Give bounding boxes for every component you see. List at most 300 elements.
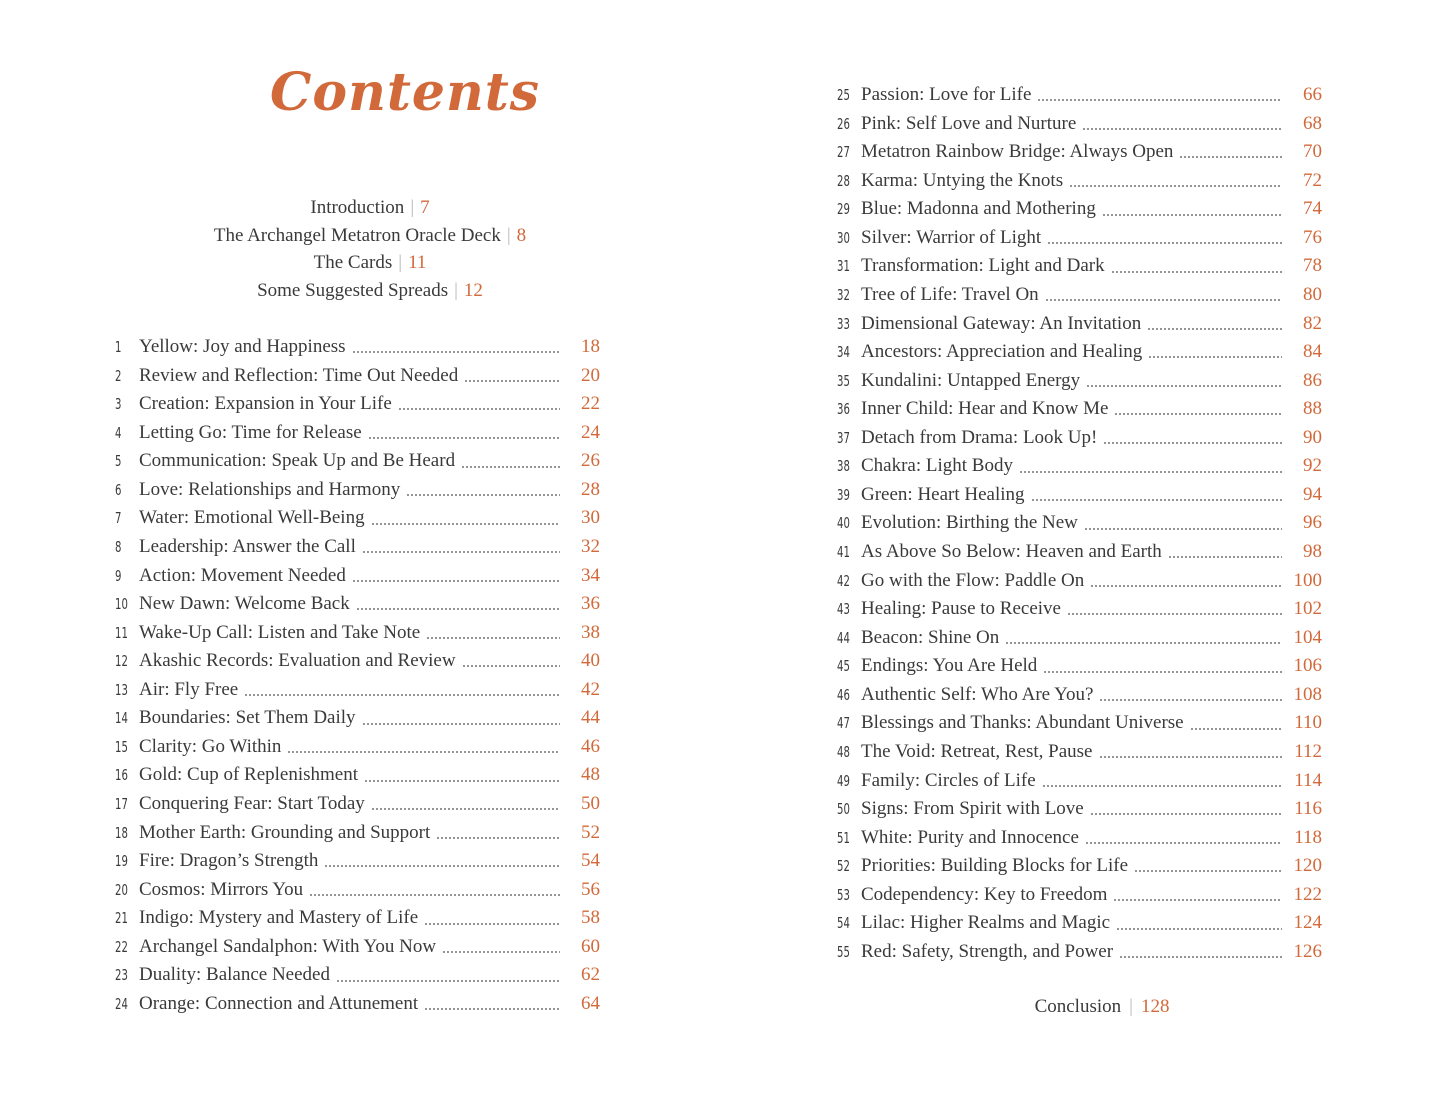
card-title: Letting Go: Time for Release [139,421,362,443]
toc-entry[interactable] [115,562,600,591]
card-number: 41 [837,543,850,561]
card-title: Tree of Life: Travel On [861,283,1039,305]
card-number: 30 [837,228,850,247]
front-matter-item[interactable] [150,222,590,250]
card-title: Kundalini: Untapped Energy [861,369,1081,391]
card-number: 31 [837,257,850,276]
card-title: Love: Relationships and Harmony [139,478,401,500]
toc-entry[interactable] [837,110,1322,139]
toc-entry[interactable] [837,167,1322,196]
dot-leader [1082,128,1282,130]
card-title: Evolution: Birthing the New [861,512,1078,534]
page-number: 50 [581,793,600,814]
toc-entry[interactable] [115,904,600,933]
page-number: 30 [581,507,600,529]
card-number: 42 [837,571,850,590]
card-number: 18 [115,823,128,842]
dot-leader [244,694,560,696]
card-number: 36 [837,400,850,419]
card-title: New Dawn: Welcome Back [139,593,350,615]
toc-entry[interactable] [837,81,1322,110]
card-number: 13 [115,680,128,699]
card-number: 9 [115,566,122,585]
page-number: 78 [1303,255,1322,277]
page-number: 48 [581,764,600,786]
card-title: Indigo: Mystery and Mastery of Life [139,907,419,929]
dot-leader [1043,671,1282,673]
page-number: 56 [581,878,600,900]
page-number: 106 [1293,655,1322,677]
toc-entry[interactable] [837,681,1322,710]
card-title: Wake-Up Call: Listen and Take Note [139,621,421,643]
page-number: 116 [1294,798,1322,820]
toc-entry[interactable] [837,424,1322,453]
card-number: 17 [115,795,128,813]
front-matter-item[interactable] [150,277,590,305]
page-number: 94 [1303,483,1322,505]
conclusion-label: Conclusion [1034,996,1122,1017]
dot-leader [1147,328,1282,330]
page-number: 60 [581,935,600,957]
card-number: 15 [115,737,128,756]
card-title: The Void: Retreat, Rest, Pause [861,740,1093,762]
page-number: 120 [1293,855,1322,877]
toc-entry[interactable] [115,390,600,419]
card-title: Cosmos: Mirrors You [139,878,304,900]
card-number: 4 [115,423,122,442]
dot-leader [442,951,560,953]
page-number: 24 [581,421,600,443]
dot-leader [1045,299,1282,301]
dot-leader [1084,528,1282,530]
card-title: Passion: Love for Life [861,84,1032,105]
left-page [0,0,722,1108]
card-number: 49 [837,771,850,790]
right-page [722,0,1445,1108]
dot-leader [362,723,560,725]
dot-leader [368,437,560,439]
toc-entry[interactable] [115,533,600,562]
card-title: Beacon: Shine On [861,626,1000,648]
dot-leader [1085,842,1282,844]
toc-entry[interactable] [837,138,1322,167]
card-number: 7 [115,509,122,528]
dot-leader [1111,271,1282,273]
dot-leader [1037,99,1282,101]
card-title: Lilac: Higher Realms and Magic [861,912,1111,934]
dot-leader [398,408,560,410]
page-number: 36 [581,593,600,615]
toc-entry[interactable] [115,419,600,448]
dot-leader [336,980,560,982]
page-number: 64 [581,992,600,1014]
toc-entry[interactable] [837,595,1322,624]
dot-leader [436,837,560,839]
card-title: Gold: Cup of Replenishment [139,764,359,786]
card-number: 2 [115,366,122,385]
card-number: 23 [115,966,128,985]
card-title: Karma: Untying the Knots [861,169,1064,191]
card-number: 3 [115,395,122,414]
card-title: Boundaries: Set Them Daily [139,707,356,729]
toc-entry[interactable] [837,395,1322,424]
dot-leader [1086,385,1282,387]
dot-leader [1190,728,1282,730]
card-number: 22 [115,937,128,956]
card-title: Pink: Self Love and Nurture [861,112,1077,134]
page-number: 90 [1303,426,1322,448]
toc-entry[interactable] [837,709,1322,738]
page-number: 34 [581,564,600,586]
front-matter-page: 8 [516,224,527,246]
card-number: 51 [837,828,850,847]
dot-leader [1119,956,1282,958]
card-title: Action: Movement Needed [139,564,346,586]
dot-leader [352,580,560,582]
card-number: 34 [837,343,850,362]
page-number: 62 [581,964,600,986]
dot-leader [309,894,560,896]
toc-entry[interactable] [115,876,600,905]
page-number: 108 [1293,683,1322,705]
dot-leader [1042,785,1282,787]
page-number: 74 [1303,198,1322,220]
front-matter-page: 11 [408,252,427,273]
front-matter-item[interactable] [150,249,590,277]
page-number: 22 [581,393,600,415]
card-title: Chakra: Light Body [861,455,1013,477]
card-number: 16 [115,766,128,785]
card-title: Dimensional Gateway: An Invitation [861,312,1142,334]
card-number: 47 [837,714,850,733]
page-number: 26 [581,450,600,472]
dot-leader [424,1008,560,1010]
dot-leader [352,351,560,353]
card-number: 55 [837,942,850,961]
toc-entry[interactable] [837,795,1322,824]
front-matter-label: The Archangel Metatron Oracle Deck [213,224,501,246]
separator: | [506,224,511,246]
toc-entry[interactable] [837,338,1322,367]
dot-leader [462,665,560,667]
dot-leader [406,494,560,496]
toc-entry[interactable] [115,476,600,505]
toc-entry[interactable] [837,881,1322,910]
separator: | [410,197,415,218]
card-title: Family: Circles of Life [861,769,1036,791]
dot-leader [371,523,560,525]
page-number: 20 [581,364,600,386]
toc-entry[interactable] [115,819,600,848]
separator: | [454,279,458,301]
page-number: 58 [581,907,600,929]
dot-leader [1114,413,1282,415]
card-title: Review and Reflection: Time Out Needed [139,364,459,386]
front-matter-label: Some Suggested Spreads [257,279,449,301]
card-title: Red: Safety, Strength, and Power [861,940,1114,962]
dot-leader [1047,242,1282,244]
card-title: Ancestors: Appreciation and Healing [861,341,1143,363]
card-number: 53 [837,885,850,904]
toc-entry[interactable] [115,761,600,790]
toc-entry[interactable] [837,310,1322,339]
card-title: Water: Emotional Well-Being [139,507,365,529]
card-number: 27 [837,143,850,162]
page-number: 124 [1293,912,1322,934]
card-number: 48 [837,742,850,761]
card-number: 10 [115,595,128,614]
card-title: Duality: Balance Needed [139,964,330,986]
dot-leader [1102,214,1282,216]
card-list-left [115,333,600,1019]
dot-leader [1116,928,1282,930]
card-number: 35 [837,371,850,390]
card-number: 54 [837,914,850,933]
card-title: Inner Child: Hear and Know Me [861,398,1109,420]
toc-entry[interactable] [115,590,600,619]
card-number: 24 [115,994,128,1013]
front-matter-page: 7 [420,197,430,218]
card-title: Leadership: Answer the Call [139,535,356,557]
page-number: 38 [581,621,600,643]
page-number: 80 [1303,283,1322,305]
card-title: Creation: Expansion in Your Life [139,393,392,415]
page-number: 68 [1303,112,1322,134]
front-matter-label: The Cards [313,252,393,273]
dot-leader [1179,156,1282,158]
toc-entry[interactable] [837,452,1322,481]
page-number: 72 [1303,169,1322,191]
dot-leader [1090,813,1282,815]
toc-entry[interactable] [115,961,600,990]
front-matter-list [150,194,590,304]
card-number: 28 [837,171,850,190]
dot-leader [362,551,560,553]
card-number: 38 [837,457,850,476]
page-number: 52 [581,821,600,843]
toc-entry[interactable] [837,195,1322,224]
toc-entry[interactable] [837,252,1322,281]
toc-entry[interactable] [837,509,1322,538]
card-number: 37 [837,428,850,447]
conclusion-entry[interactable] [972,993,1232,1021]
toc-entry[interactable] [837,281,1322,310]
dot-leader [1099,756,1283,758]
front-matter-item[interactable] [150,194,590,222]
page-number: 98 [1303,541,1322,562]
card-title: Blue: Madonna and Mothering [861,198,1096,220]
toc-entry[interactable] [115,933,600,962]
card-number: 6 [115,480,122,499]
card-number: 39 [837,485,850,504]
page-number: 76 [1303,226,1322,248]
card-title: Orange: Connection and Attunement [139,992,419,1014]
toc-entry[interactable] [115,362,600,391]
dot-leader [1099,699,1282,701]
toc-entry[interactable] [837,538,1322,567]
dot-leader [1019,471,1282,473]
card-title: Conquering Fear: Start Today [139,793,365,814]
card-number: 8 [115,537,122,556]
toc-entry[interactable] [115,619,600,648]
card-title: Healing: Pause to Receive [861,598,1061,620]
toc-entry[interactable] [115,847,600,876]
page-number: 122 [1293,883,1322,905]
page-number: 18 [581,336,600,357]
card-number: 46 [837,685,850,704]
dot-leader [1113,899,1282,901]
separator: | [398,252,403,273]
toc-entry[interactable] [115,504,600,533]
card-number: 11 [115,623,128,642]
page-number: 32 [581,535,600,557]
toc-entry[interactable] [837,824,1322,853]
separator: | [1129,996,1133,1017]
card-number: 52 [837,857,850,876]
card-number: 5 [115,452,122,471]
toc-entry[interactable] [115,447,600,476]
card-title: Blessings and Thanks: Abundant Universe [861,712,1184,734]
card-title: Green: Heart Healing [861,483,1025,505]
toc-entry[interactable] [115,790,600,819]
page-number: 118 [1294,826,1322,848]
page-number: 126 [1293,940,1322,962]
page-number: 70 [1303,141,1322,163]
page-number: 110 [1294,712,1322,734]
dot-leader [464,380,560,382]
dot-leader [1134,870,1282,872]
card-title: Fire: Dragon’s Strength [139,850,319,872]
dot-leader [426,637,560,639]
page-number: 40 [581,650,600,672]
toc-entry[interactable] [837,224,1322,253]
card-title: Air: Fly Free [139,678,239,700]
page-number: 42 [581,678,600,700]
toc-entry[interactable] [115,704,600,733]
card-title: Signs: From Spirit with Love [861,798,1084,820]
card-title: Metatron Rainbow Bridge: Always Open [861,141,1174,163]
card-title: Endings: You Are Held [861,655,1038,677]
page-number: 102 [1293,598,1322,620]
toc-entry[interactable] [115,676,600,705]
toc-entry[interactable] [115,990,600,1019]
card-title: Mother Earth: Grounding and Support [139,821,431,843]
card-title: Authentic Self: Who Are You? [861,683,1094,705]
card-list-right [837,81,1322,966]
dot-leader [371,808,560,810]
card-number: 25 [837,86,850,104]
page-number: 92 [1303,455,1322,477]
card-title: Detach from Drama: Look Up! [861,426,1098,448]
card-title: Codependency: Key to Freedom [861,883,1108,905]
card-number: 45 [837,657,850,676]
toc-entry[interactable] [115,733,600,762]
card-title: Communication: Speak Up and Be Heard [139,450,456,472]
page-title: Contents [270,62,541,123]
page-number: 28 [581,478,600,500]
toc-entry[interactable] [837,852,1322,881]
card-number: 29 [837,200,850,219]
dot-leader [1067,613,1282,615]
toc-entry[interactable] [837,567,1322,596]
card-number: 20 [115,880,128,899]
toc-entry[interactable] [115,333,600,362]
page-number: 84 [1303,341,1322,363]
page-number: 82 [1303,312,1322,334]
dot-leader [424,923,560,925]
toc-entry[interactable] [837,652,1322,681]
card-title: Clarity: Go Within [139,735,282,757]
toc-entry[interactable] [837,624,1322,653]
card-number: 32 [837,285,850,304]
dot-leader [1168,556,1282,558]
card-number: 12 [115,652,128,671]
card-title: Transformation: Light and Dark [861,255,1105,277]
toc-entry[interactable] [115,647,600,676]
page-number: 46 [581,735,600,757]
page-number: 112 [1294,740,1322,762]
toc-entry[interactable] [837,938,1322,967]
page-number: 96 [1303,512,1322,534]
dot-leader [324,865,560,867]
dot-leader [1031,499,1282,501]
card-title: Yellow: Joy and Happiness [139,336,346,357]
card-number: 43 [837,600,850,619]
page-number: 66 [1303,84,1322,105]
page-number: 88 [1303,398,1322,420]
page-number: 44 [581,707,600,729]
card-title: Archangel Sandalphon: With You Now [139,935,437,957]
dot-leader [364,780,560,782]
dot-leader [461,466,560,468]
front-matter-label: Introduction [310,197,405,218]
card-number: 14 [115,709,128,728]
card-number: 44 [837,628,850,647]
card-number: 33 [837,314,850,333]
conclusion-page: 128 [1140,996,1170,1017]
card-number: 21 [115,909,128,928]
page-number: 104 [1293,626,1322,648]
toc-entry[interactable] [837,367,1322,396]
dot-leader [356,608,560,610]
page-number: 54 [581,850,600,872]
toc-entry[interactable] [837,738,1322,767]
card-title: Silver: Warrior of Light [861,226,1042,248]
card-number: 19 [115,852,128,871]
card-number: 26 [837,114,850,133]
card-number: 40 [837,514,850,533]
toc-entry[interactable] [837,481,1322,510]
dot-leader [1148,356,1282,358]
card-number: 1 [115,338,122,356]
dot-leader [1090,585,1282,587]
page-number: 86 [1303,369,1322,391]
card-title: Akashic Records: Evaluation and Review [139,650,456,672]
card-title: As Above So Below: Heaven and Earth [861,541,1162,562]
front-matter-page: 12 [463,279,483,301]
toc-entry[interactable] [837,909,1322,938]
card-title: White: Purity and Innocence [861,826,1079,848]
toc-entry[interactable] [837,767,1322,796]
dot-leader [1005,642,1282,644]
dot-leader [1069,185,1282,187]
card-title: Go with the Flow: Paddle On [861,569,1085,591]
page-number: 100 [1293,569,1322,591]
dot-leader [1103,442,1282,444]
dot-leader [287,751,560,753]
page-number: 114 [1294,769,1322,791]
card-title: Priorities: Building Blocks for Life [861,855,1129,877]
